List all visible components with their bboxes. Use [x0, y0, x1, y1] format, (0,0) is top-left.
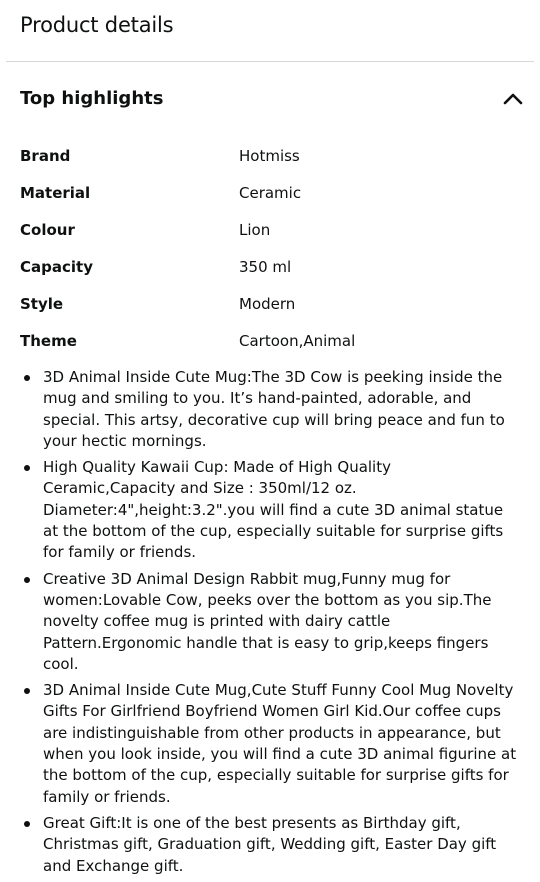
attribute-label: Colour: [20, 220, 75, 239]
attribute-row-theme: [20, 322, 520, 359]
attribute-label: Capacity: [20, 257, 93, 276]
bullet-dot-icon: [24, 821, 30, 827]
feature-bullet-text: Creative 3D Animal Design Rabbit mug,Funny mug for women:Lovable Cow, peeks over the bottom as you sip.The novelty coffee mug is printed with dairy cattle Pattern.Ergonomic handle that is easy to grip,keeps fingers cool.: [43, 569, 492, 673]
attributes-table: [20, 137, 520, 359]
bullet-dot-icon: [24, 465, 30, 471]
section-divider: [6, 61, 534, 62]
bullet-dot-icon: [24, 375, 30, 381]
attribute-value: Ceramic: [239, 183, 302, 202]
attribute-value: Modern: [239, 294, 296, 313]
attribute-label: Style: [20, 294, 64, 313]
attribute-row-colour: [20, 211, 520, 248]
feature-bullet-text: 3D Animal Inside Cute Mug:The 3D Cow is peeking inside the mug and smiling to you. It’s hand-painted, adorable, and special. This artsy, decorative cup will bring peace and fun to your hectic mornings.: [43, 368, 505, 450]
attribute-value: 350 ml: [239, 257, 292, 276]
attribute-row-brand: [20, 137, 520, 174]
attribute-row-style: [20, 285, 520, 322]
section-title: Top highlights: [20, 88, 164, 109]
feature-bullet-text: 3D Animal Inside Cute Mug,Cute Stuff Funny Cool Mug Novelty Gifts For Girlfriend Boyfriend Women Girl Kid.Our coffee cups are indistinguishable from other products in appearance, but when you look inside, you will find a cute 3D animal figurine at the bottom of the cup, especially suitable for surprise gifts for family or friends.: [43, 681, 517, 806]
feature-bullet-list: [20, 367, 522, 882]
feature-bullet: [20, 813, 522, 877]
feature-bullet: [20, 367, 522, 452]
attribute-label: Theme: [20, 331, 77, 350]
attribute-label: Brand: [20, 146, 71, 165]
feature-bullet: [20, 569, 522, 675]
bullet-dot-icon: [24, 688, 30, 694]
chevron-up-icon[interactable]: [500, 86, 526, 112]
attribute-value: Lion: [239, 220, 271, 239]
feature-bullet: [20, 457, 522, 563]
attribute-row-material: [20, 174, 520, 211]
feature-bullet-text: High Quality Kawaii Cup: Made of High Quality Ceramic,Capacity and Size : 350ml/12 oz. Diameter:4",height:3.2".you will find a cute 3D animal statue at the bottom of the cup, especially suitable for surprise gifts for family or friends.: [43, 458, 504, 562]
page-title: Product details: [20, 13, 174, 37]
attribute-label: Material: [20, 183, 91, 202]
feature-bullet-text: Great Gift:It is one of the best presents as Birthday gift, Christmas gift, Graduation gift, Wedding gift, Easter Day gift and Exchange gift.: [43, 813, 497, 875]
bullet-dot-icon: [24, 577, 30, 583]
attribute-value: Hotmiss: [239, 146, 300, 165]
attribute-value: Cartoon,Animal: [239, 331, 356, 350]
feature-bullet: [20, 680, 522, 808]
top-highlights-toggle[interactable]: [0, 80, 540, 118]
attribute-row-capacity: [20, 248, 520, 285]
